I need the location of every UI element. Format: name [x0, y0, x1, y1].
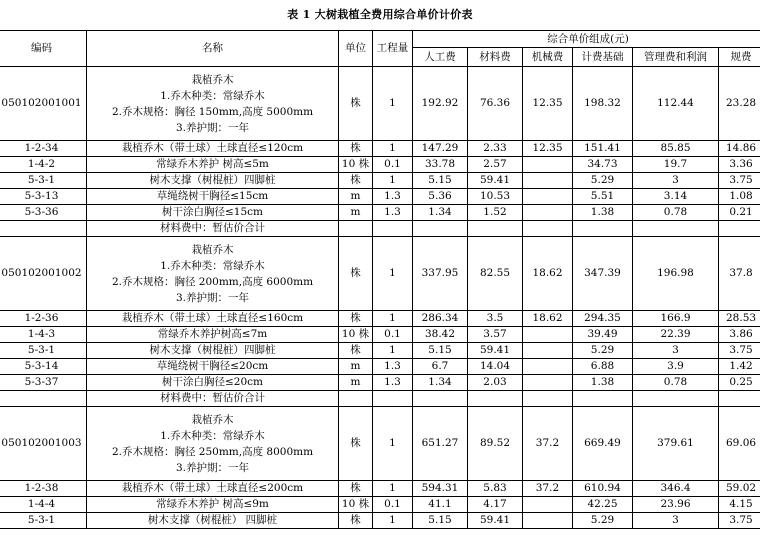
cell-mgmt: 23.96 [633, 497, 719, 513]
cell-unit: 株 [339, 513, 373, 529]
table-row [0, 513, 760, 529]
cell-code: 5-3-1 [0, 173, 87, 189]
cell-mgmt [633, 391, 719, 407]
cell-machine [523, 221, 573, 237]
cell-qty: 1.3 [373, 359, 413, 375]
cell-base: 39.49 [573, 327, 633, 343]
cell-mgmt: 85.85 [633, 141, 719, 157]
cell-mgmt: 19.7 [633, 157, 719, 173]
cell-material: 59.41 [468, 513, 523, 529]
cell-name: 栽植乔木（带土球）土球直径≤160cm [87, 311, 339, 327]
table-row [0, 343, 760, 359]
cell-material: 3.57 [468, 327, 523, 343]
table-row [0, 311, 760, 327]
cell-code: 5-3-1 [0, 513, 87, 529]
cell-base: 5.51 [573, 189, 633, 205]
cell-mgmt: 3.9 [633, 359, 719, 375]
cell-qty: 1 [373, 343, 413, 359]
cell-base: 151.41 [573, 141, 633, 157]
cell-fee: 28.53 [719, 311, 760, 327]
cell-labor [413, 221, 468, 237]
table-row [0, 173, 760, 189]
cell-machine: 12.35 [523, 67, 573, 141]
cell-machine [523, 157, 573, 173]
cell-code: 1-2-36 [0, 311, 87, 327]
cell-mgmt: 3 [633, 173, 719, 189]
item-description-line: 2.乔木规格：胸径 250mm,高度 8000mm [111, 445, 314, 458]
cell-machine: 18.62 [523, 311, 573, 327]
table-row [0, 205, 760, 221]
cell-mgmt: 379.61 [633, 407, 719, 481]
cell-material: 4.17 [468, 497, 523, 513]
cell-code: 5-3-37 [0, 375, 87, 391]
item-description-line: 栽植乔木 [191, 413, 234, 426]
cell-mgmt: 196.98 [633, 237, 719, 311]
cell-name: 树木支撑（树棍桩）四脚桩 [87, 343, 339, 359]
cell-mgmt: 346.4 [633, 481, 719, 497]
item-description-line: 3.养护期：一年 [175, 291, 250, 304]
header-name: 名称 [87, 31, 339, 67]
cell-name: 树木支撑（树棍桩）四脚桩 [87, 173, 339, 189]
cell-material: 1.52 [468, 205, 523, 221]
cell-machine [523, 343, 573, 359]
cell-name: 常绿乔木养护 树高≤5m [87, 157, 339, 173]
cell-fee: 3.75 [719, 343, 760, 359]
table-row [0, 189, 760, 205]
cell-qty: 1.3 [373, 205, 413, 221]
cell-name [87, 67, 339, 141]
cell-mgmt: 166.9 [633, 311, 719, 327]
cell-material: 2.03 [468, 375, 523, 391]
item-description-line: 栽植乔木 [191, 243, 234, 256]
item-description-line: 3.养护期：一年 [175, 461, 250, 474]
cell-fee: 3.75 [719, 513, 760, 529]
cell-qty: 0.1 [373, 497, 413, 513]
cell-mgmt: 22.39 [633, 327, 719, 343]
cell-fee: 23.28 [719, 67, 760, 141]
cell-base: 1.38 [573, 375, 633, 391]
cell-base: 669.49 [573, 407, 633, 481]
cell-unit: 10 株 [339, 327, 373, 343]
header-quantity: 工程量 [373, 31, 413, 67]
cell-material [468, 391, 523, 407]
table-row [0, 481, 760, 497]
cell-labor: 6.7 [413, 359, 468, 375]
cell-code: 5-3-13 [0, 189, 87, 205]
cell-labor: 1.34 [413, 375, 468, 391]
unit-price-table [0, 30, 760, 529]
cell-code: 5-3-36 [0, 205, 87, 221]
item-description-line: 2.乔木规格：胸径 150mm,高度 5000mm [111, 105, 314, 118]
cell-material: 2.57 [468, 157, 523, 173]
cell-unit: m [339, 375, 373, 391]
cell-qty: 1 [373, 173, 413, 189]
cell-unit: m [339, 205, 373, 221]
cell-material [468, 221, 523, 237]
cell-machine [523, 497, 573, 513]
cell-unit: 10 株 [339, 157, 373, 173]
header-fees: 规费 [719, 48, 760, 67]
cell-machine [523, 391, 573, 407]
cell-base: 347.39 [573, 237, 633, 311]
cell-machine [523, 359, 573, 375]
item-description-line: 1.乔木种类：常绿乔木 [160, 89, 265, 102]
cell-qty: 1 [373, 513, 413, 529]
cell-machine: 18.62 [523, 237, 573, 311]
cell-machine [523, 189, 573, 205]
cell-material: 59.41 [468, 173, 523, 189]
cell-material: 59.41 [468, 343, 523, 359]
cell-base: 198.32 [573, 67, 633, 141]
table-row-note [0, 391, 760, 407]
cell-machine: 37.2 [523, 407, 573, 481]
cell-code [0, 221, 87, 237]
cell-base: 5.29 [573, 513, 633, 529]
cell-name: 材料费中：暂估价合计 [87, 391, 339, 407]
cell-name: 草绳绕树干胸径≤20cm [87, 359, 339, 375]
cell-material: 14.04 [468, 359, 523, 375]
cell-code: 1-4-2 [0, 157, 87, 173]
cell-unit: 株 [339, 237, 373, 311]
cell-name: 树木支撑（树棍桩） 四脚桩 [87, 513, 339, 529]
cell-unit: 株 [339, 481, 373, 497]
cell-base: 5.29 [573, 173, 633, 189]
cell-unit: 10 株 [339, 497, 373, 513]
cell-unit: 株 [339, 343, 373, 359]
cell-material: 76.36 [468, 67, 523, 141]
cell-unit: 株 [339, 311, 373, 327]
cell-material: 89.52 [468, 407, 523, 481]
table-row [0, 157, 760, 173]
cell-fee: 0.21 [719, 205, 760, 221]
cell-labor: 41.1 [413, 497, 468, 513]
cell-qty [373, 221, 413, 237]
cell-fee: 0.25 [719, 375, 760, 391]
cell-code: 5-3-1 [0, 343, 87, 359]
header-material: 材料费 [468, 48, 523, 67]
table-row [0, 375, 760, 391]
header-unit-price-composition: 综合单价组成(元) [413, 31, 760, 48]
cell-fee: 1.08 [719, 189, 760, 205]
cell-fee [719, 391, 760, 407]
table-title: 表 1 大树栽植全费用综合单价计价表 [287, 8, 473, 21]
cell-base [573, 391, 633, 407]
table-row-note [0, 221, 760, 237]
cell-name: 常绿乔木养护树高≤7m [87, 327, 339, 343]
header-row-1 [0, 31, 760, 48]
cell-labor: 5.15 [413, 173, 468, 189]
cell-labor: 38.42 [413, 327, 468, 343]
cell-qty: 1.3 [373, 189, 413, 205]
cell-material: 5.83 [468, 481, 523, 497]
item-description-line: 栽植乔木 [191, 73, 234, 86]
cell-labor: 33.78 [413, 157, 468, 173]
cell-base [573, 221, 633, 237]
cell-code [0, 391, 87, 407]
cell-machine [523, 513, 573, 529]
cell-unit: 株 [339, 67, 373, 141]
cell-fee: 59.02 [719, 481, 760, 497]
cell-unit: 株 [339, 407, 373, 481]
cell-fee: 3.86 [719, 327, 760, 343]
cell-qty: 1 [373, 141, 413, 157]
cell-name: 常绿乔木养护 树高≤9m [87, 497, 339, 513]
cell-material: 82.55 [468, 237, 523, 311]
cell-unit [339, 221, 373, 237]
cell-labor: 192.92 [413, 67, 468, 141]
header-fee-base: 计费基础 [573, 48, 633, 67]
cell-qty [373, 391, 413, 407]
cell-machine: 12.35 [523, 141, 573, 157]
cell-unit: m [339, 359, 373, 375]
header-code: 编码 [0, 31, 87, 67]
header-unit: 单位 [339, 31, 373, 67]
item-description-line: 3.养护期：一年 [175, 121, 250, 134]
cell-labor: 594.31 [413, 481, 468, 497]
cell-labor: 5.15 [413, 513, 468, 529]
cell-code: 1-2-34 [0, 141, 87, 157]
cell-mgmt [633, 221, 719, 237]
cell-fee: 37.8 [719, 237, 760, 311]
item-description-line: 2.乔木规格：胸径 200mm,高度 6000mm [111, 275, 314, 288]
cell-labor: 337.95 [413, 237, 468, 311]
cell-base: 294.35 [573, 311, 633, 327]
cell-code: 050102001002 [0, 237, 87, 311]
cell-name: 草绳绕树干胸径≤15cm [87, 189, 339, 205]
cell-unit: m [339, 189, 373, 205]
cell-code: 1-2-38 [0, 481, 87, 497]
cell-code: 050102001001 [0, 67, 87, 141]
item-description-line: 1.乔木种类：常绿乔木 [160, 429, 265, 442]
cell-qty: 0.1 [373, 327, 413, 343]
cell-machine [523, 205, 573, 221]
cell-fee: 4.15 [719, 497, 760, 513]
cell-name: 树干涂白胸径≤20cm [87, 375, 339, 391]
cell-mgmt: 3 [633, 513, 719, 529]
table-row [0, 359, 760, 375]
cell-name [87, 237, 339, 311]
cell-base: 610.94 [573, 481, 633, 497]
table-row-item [0, 237, 760, 311]
table-row-item [0, 407, 760, 481]
cell-unit [339, 391, 373, 407]
cell-qty: 1.3 [373, 375, 413, 391]
cell-material: 10.53 [468, 189, 523, 205]
cell-labor: 147.29 [413, 141, 468, 157]
header-management-profit: 管理费和利润 [633, 48, 719, 67]
cell-qty: 1 [373, 237, 413, 311]
cell-labor: 5.15 [413, 343, 468, 359]
cell-base: 1.38 [573, 205, 633, 221]
cell-mgmt: 0.78 [633, 205, 719, 221]
cell-qty: 1 [373, 481, 413, 497]
cell-code: 5-3-14 [0, 359, 87, 375]
cell-mgmt: 0.78 [633, 375, 719, 391]
cell-machine [523, 375, 573, 391]
cell-qty: 1 [373, 407, 413, 481]
cell-qty: 1 [373, 67, 413, 141]
table-row [0, 141, 760, 157]
cell-name: 栽植乔木（带土球）土球直径≤120cm [87, 141, 339, 157]
cell-name: 材料费中：暂估价合计 [87, 221, 339, 237]
table-row [0, 327, 760, 343]
cell-material: 3.5 [468, 311, 523, 327]
table-row-item [0, 67, 760, 141]
cell-code: 1-4-3 [0, 327, 87, 343]
header-labor: 人工费 [413, 48, 468, 67]
cell-unit: 株 [339, 141, 373, 157]
cell-name: 栽植乔木（带土球）土球直径≤200cm [87, 481, 339, 497]
cell-fee: 3.36 [719, 157, 760, 173]
cell-labor: 286.34 [413, 311, 468, 327]
cell-material: 2.33 [468, 141, 523, 157]
cell-code: 1-4-4 [0, 497, 87, 513]
cell-machine [523, 173, 573, 189]
cell-base: 34.73 [573, 157, 633, 173]
cell-machine [523, 327, 573, 343]
table-row [0, 497, 760, 513]
cell-mgmt: 112.44 [633, 67, 719, 141]
cell-base: 42.25 [573, 497, 633, 513]
cell-qty: 1 [373, 311, 413, 327]
cell-qty: 0.1 [373, 157, 413, 173]
item-description-line: 1.乔木种类：常绿乔木 [160, 259, 265, 272]
cell-mgmt: 3 [633, 343, 719, 359]
cell-fee [719, 221, 760, 237]
cell-machine: 37.2 [523, 481, 573, 497]
cell-fee: 3.75 [719, 173, 760, 189]
cell-fee: 1.42 [719, 359, 760, 375]
cell-labor [413, 391, 468, 407]
cell-fee: 69.06 [719, 407, 760, 481]
cell-unit: 株 [339, 173, 373, 189]
cell-code: 050102001003 [0, 407, 87, 481]
cell-labor: 1.34 [413, 205, 468, 221]
cell-base: 5.29 [573, 343, 633, 359]
cell-name [87, 407, 339, 481]
cell-mgmt: 3.14 [633, 189, 719, 205]
cell-labor: 651.27 [413, 407, 468, 481]
header-machine: 机械费 [523, 48, 573, 67]
cell-base: 6.88 [573, 359, 633, 375]
cell-fee: 14.86 [719, 141, 760, 157]
cell-name: 树干涂白胸径≤15cm [87, 205, 339, 221]
cell-labor: 5.36 [413, 189, 468, 205]
